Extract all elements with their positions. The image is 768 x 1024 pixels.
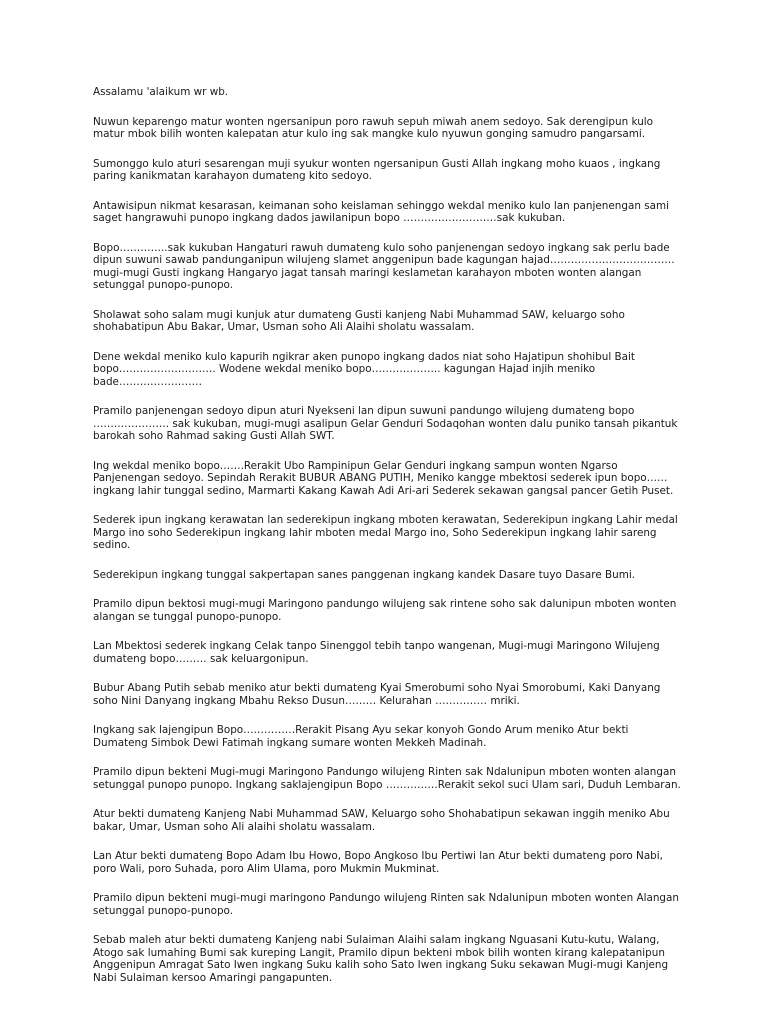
document-page — [93, 86, 683, 1001]
bubur-paragraph: Bubur Abang Putih sebab meniko atur bekti dumateng Kyai Smerobumi soho Nyai Smorobumi, Kaki Danyang soho Nini Danyang ingkang Mbahu Rekso Dusun……… Kelurahan …………… mriki. — [93, 682, 661, 707]
opening-paragraph: Nuwun keparengo matur wonten ngersanipun poro rawuh sepuh miwah anem sedoyo. Sak derengipun kulo matur mbok bilih wonten kalepatan atur kulo ing sak mangke kulo nyuwun gonging samudro pangarsami. — [93, 115, 654, 140]
adam-howo-paragraph: Lan Atur bekti dumateng Bopo Adam Ibu Howo, Bopo Angkoso Ibu Pertiwi lan Atur bekti dumateng poro Nabi, poro Wali, poro Suhada, poro Alim Ulama, poro Mukmin Mukminat. — [93, 850, 663, 875]
sulaiman-paragraph: Sebab maleh atur bekti dumateng Kanjeng nabi Sulaiman Alaihi salam ingkang Nguasani Kutu-kutu, Walang, Atogo sak lumahing Bumi sak kureping Langit, Pramilo dipun bekteni mbok bilih wonten kirang kalepatanipun Anggenipun Amragat Sato Iwen ingkang Suku kalih soho Sato Iwen ingkang Suku sekawan Mugi-mugi Kanjeng Nabi Sulaiman kersoo Amaringi pangapunten. — [93, 934, 669, 984]
offering-paragraph: Ing wekdal meniko bopo…….Rerakit Ubo Rampinipun Gelar Genduri ingkang sampun wonten Ngarso Panjenengan sedoyo. Sepindah Rerakit BUBUR ABANG PUTIH, Meniko kangge mbektosi sederek ipun bopo…… ingkang lahir tunggal sedino, Marmarti Kakang Kawah Adi Ari-ari Sederek sekawan gangsal pancer Getih Puset. — [93, 459, 674, 497]
intention-paragraph: Dene wekdal meniko kulo kapurih ngikrar aken punopo ingkang dados niat soho Hajatipun shohibul Bait bopo………………………. Wodene wekdal meniko bopo……………….. kagungan Hajad injih meniko bade…………………… — [93, 350, 636, 388]
greeting-paragraph: Assalamu 'alaikum wr wb. — [93, 86, 229, 98]
sholawat-paragraph: Sholawat soho salam mugi kunjuk atur dumateng Gusti kanjeng Nabi Muhammad SAW, keluargo soho shohabatipun Abu Bakar, Umar, Usman soho Ali Alaihi sholatu wassalam. — [93, 308, 625, 333]
single-place-paragraph: Sederekipun ingkang tunggal sakpertapan sanes panggenan ingkang kandek Dasare tuyo Dasare Bumi. — [93, 568, 636, 581]
siblings-paragraph: Sederek ipun ingkang kerawatan lan sederekipun ingkang mboten kerawatan, Sederekipun ingkang Lahir medal Margo ino soho Sederekipun ingkang lahir mboten medal Margo ino, Soho Sederekipun ingkang lahir sareng sedino. — [93, 514, 678, 551]
prophet-paragraph: Atur bekti dumateng Kanjeng Nabi Muhammad SAW, Keluargo soho Shohabatipun sekawan inggih meniko Abu bakar, Umar, Usman soho Ali alaihi sholatu wassalam. — [93, 808, 670, 833]
sekol-suci-paragraph: Pramilo dipun bekteni Mugi-mugi Maringono Pandungo wilujeng Rinten sak Ndalunipun mboten wonten alangan setunggal punopo punopo. Ingkang saklajengipun Bopo ……………Rerakit sekol suci Ulam sari, Duduh Lembaran. — [93, 766, 681, 791]
blessing-paragraph: Antawisipun nikmat kesarasan, keimanan soho keislaman sehinggo wekdal meniko kulo lan panjenengan sami saget hangrawuhi punopo ingkang dados jawilanipun bopo ………………………sak kukuban. — [93, 199, 669, 224]
near-far-paragraph: Lan Mbektosi sederek ingkang Celak tanpo Sinenggol tebih tanpo wangenan, Mugi-mugi Maringono Wilujeng dumateng bopo……… sak keluargonipun. — [93, 640, 660, 665]
prayer-paragraph-2: Pramilo dipun bekteni mugi-mugi maringono Pandungo wilujeng Rinten sak Ndalunipun mboten wonten Alangan setunggal punopo-punopo. — [93, 892, 679, 917]
gratitude-paragraph: Sumonggo kulo aturi sesarengan muji syukur wonten ngersanipun Gusti Allah ingkang moho kuaos , ingkang paring kanikmatan karahayon dumateng kito sedoyo. — [93, 157, 661, 182]
host-invitation-paragraph: Bopo…………..sak kukuban Hangaturi rawuh dumateng kulo soho panjenengan sedoyo ingkang sak perlu bade dipun suwuni sawab pandunganipun wilujeng slamet anggenipun bade kagungan hajad………………………………mugi-mugi Gusti ingkang Hangaryo jagat tansah maringi keslametan karahayon mboten wonten alangan setunggal punopo-punopo. — [93, 241, 675, 291]
witness-paragraph: Pramilo panjenengan sedoyo dipun aturi Nyekseni lan dipun suwuni pandungo wilujeng dumateng bopo …………………. sak kukuban, mugi-mugi asalipun Gelar Genduri Sodaqohan wonten dalu puniko tansah pikantuk barokah soho Rahmad saking Gusti Allah SWT. — [93, 405, 678, 442]
prayer-paragraph-1: Pramilo dipun bektosi mugi-mugi Maringono pandungo wilujeng sak rintene soho sak dalunipun mboten wonten alangan se tunggal punopo-punopo. — [93, 598, 677, 623]
pisang-ayu-paragraph: Ingkang sak lajengipun Bopo……………Rerakit Pisang Ayu sekar konyoh Gondo Arum meniko Atur bekti Dumateng Simbok Dewi Fatimah ingkang sumare wonten Mekkeh Madinah. — [93, 724, 629, 749]
